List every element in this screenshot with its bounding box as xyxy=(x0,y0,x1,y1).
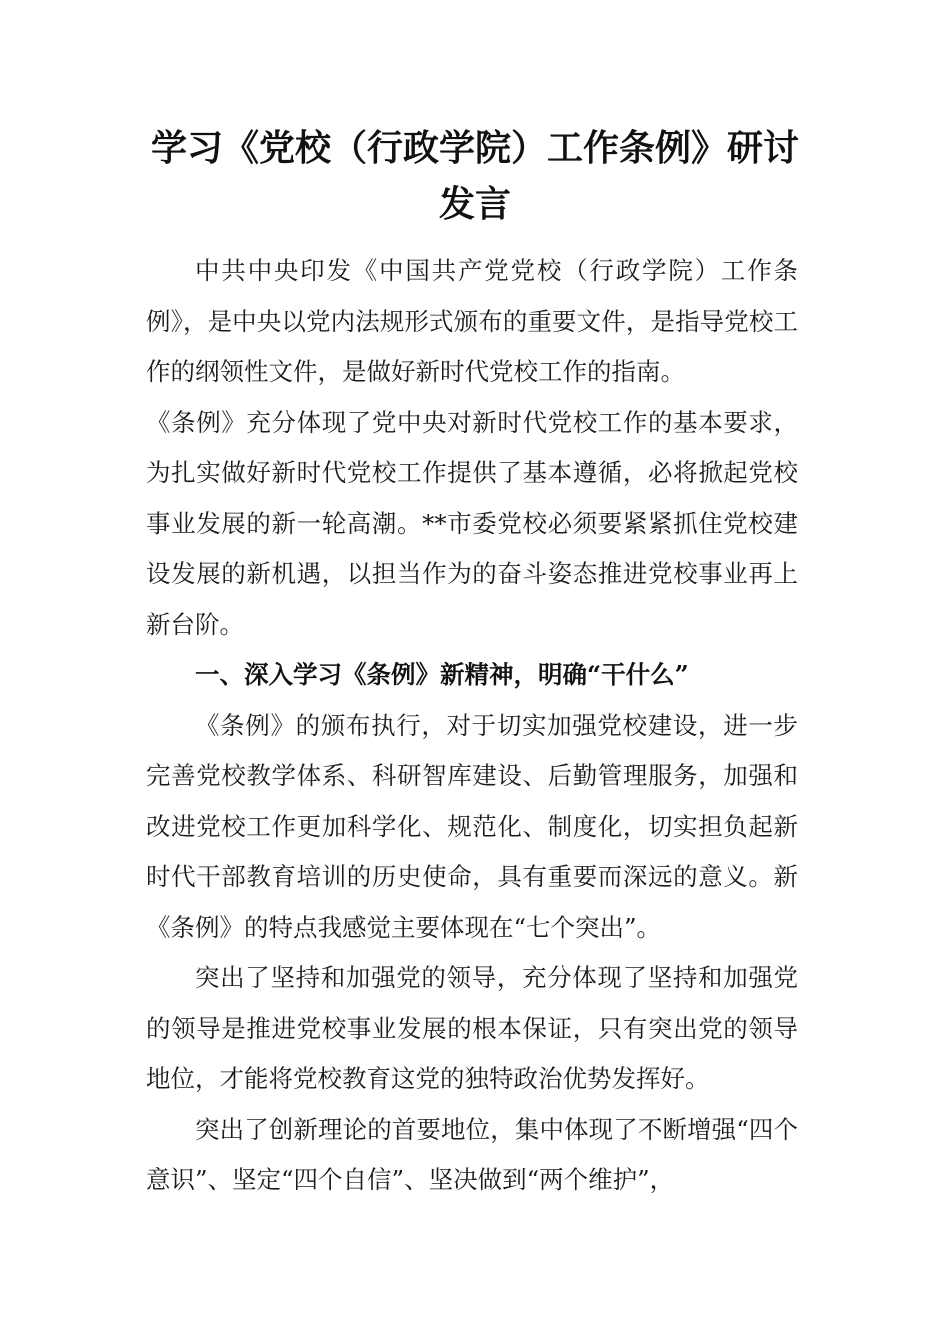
section-paragraph: 突出了坚持和加强党的领导，充分体现了坚持和加强党的领导是推进党校事业发展的根本保证，只有突出党的领导地位，才能将党校教育这党的独特政治优势发挥好。 xyxy=(146,963,798,1093)
intro-paragraph: 中共中央印发《中国共产党党校（行政学院）工作条例》，是中央以党内法规形式颁布的重要文件，是指导党校工作的纲领性文件，是做好新时代党校工作的指南。 xyxy=(146,256,798,386)
document-body xyxy=(146,246,798,1206)
document-title: 学习《党校（行政学院）工作条例》研讨发言 xyxy=(150,127,799,225)
section-paragraph: 《条例》的颁布执行，对于切实加强党校建设，进一步完善党校教学体系、科研智库建设、后勤管理服务，加强和改进党校工作更加科学化、规范化、制度化，切实担负起新时代干部教育培训的历史使命，具有重要而深远的意义。新《条例》的特点我感觉主要体现在“七个突出”。 xyxy=(146,710,798,942)
section-paragraph: 突出了创新理论的首要地位，集中体现了不断增强“四个意识”、坚定“四个自信”、坚决做到“两个维护”， xyxy=(146,1114,798,1194)
intro-paragraph-continued: 《条例》充分体现了党中央对新时代党校工作的基本要求，为扎实做好新时代党校工作提供了基本遵循，必将掀起党校事业发展的新一轮高潮。**市委党校必须要紧紧抓住党校建设发展的新机遇，以担当作为的奋斗姿态推进党校事业再上新台阶。 xyxy=(146,407,798,639)
section-heading: 一、深入学习《条例》新精神，明确“干什么” xyxy=(195,660,689,689)
